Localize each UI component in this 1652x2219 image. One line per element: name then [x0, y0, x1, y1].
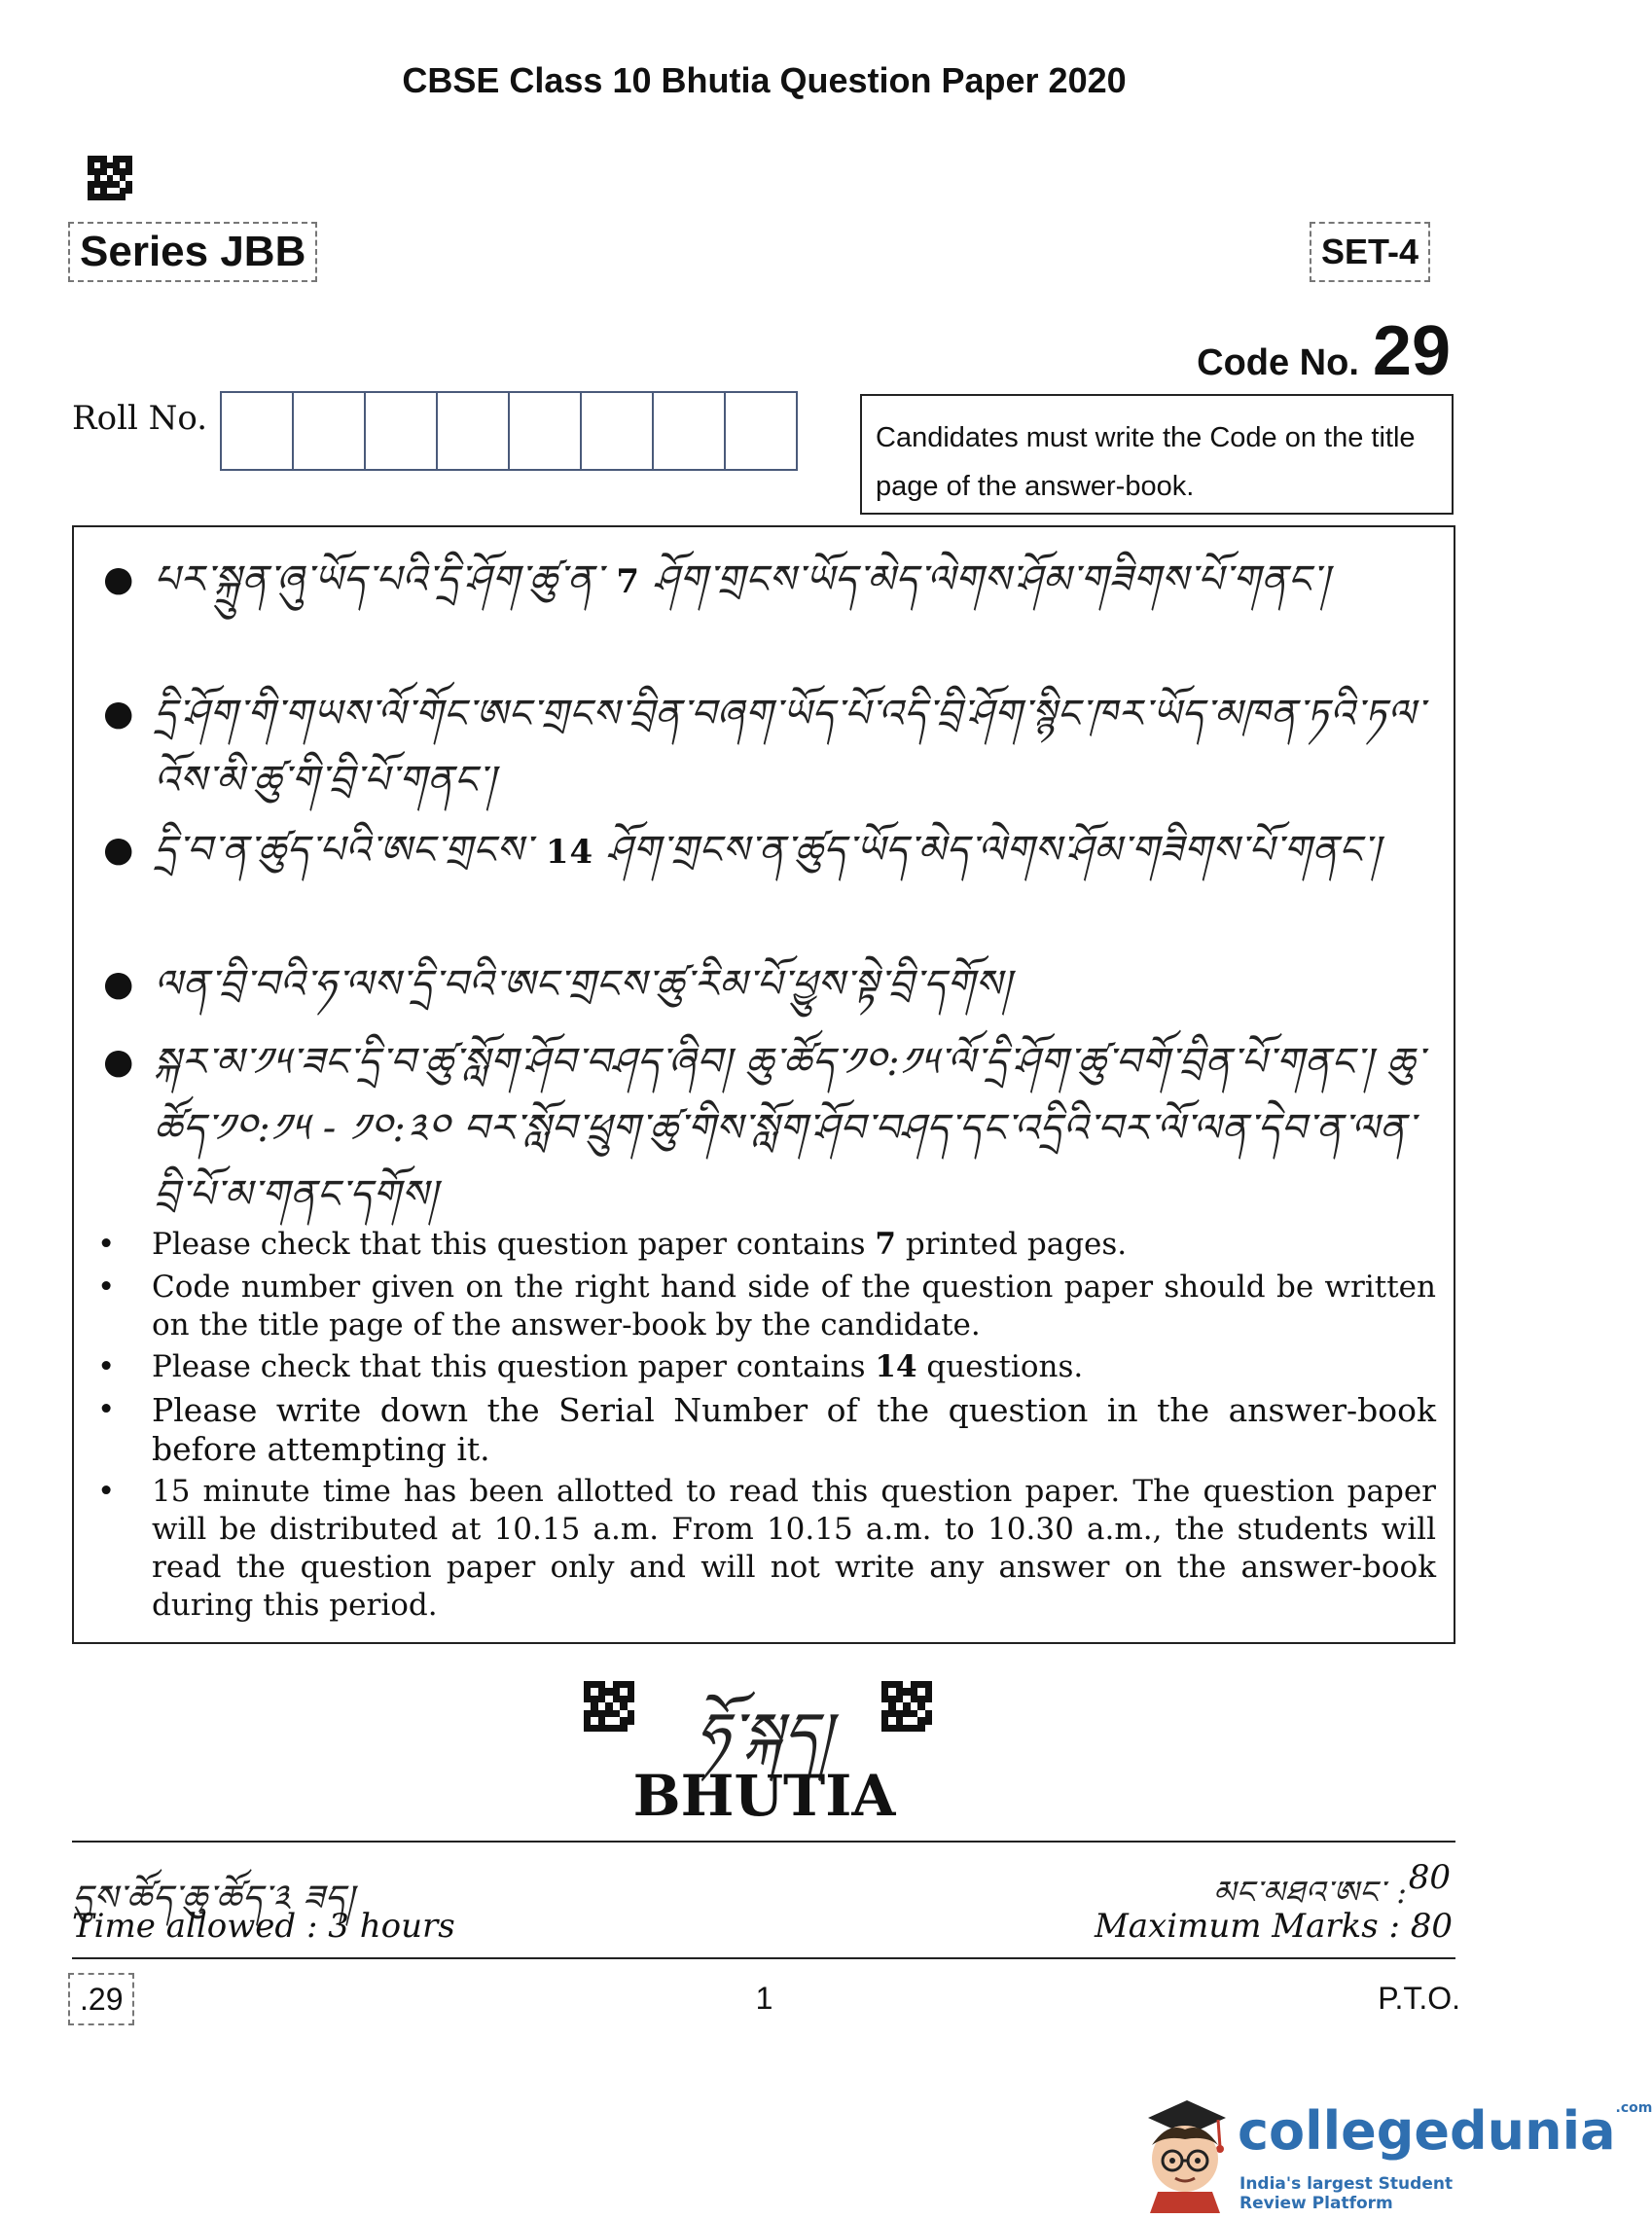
page-number: 1 [755, 1981, 773, 2016]
tibetan-instruction-item: ● སྐར་མ་༡༥་ཟང་དྲི་བ་ཚུ་སློག་ཤོབ་བཤད་ཞིབ། ཆུ་ཚོད་༡༠:༡༥་ལོ་དྲི་ཤོག་ཚུ་བགོ་བྲིན་པོ་གནང་། ཆུ་ཚོད་༡༠:༡༥ - ༡༠:༣༠ བར་སློབ་ཕྲུག་ཚུ་གིས་སློག་ཤོབ་བཤད་དང་འདྲིའི་བར་ལོ་ལན་དེབ་ན་ལན་བྲི་པོ་མ་གནང་དགོས། [103, 1040, 1424, 1217]
roll-digit-box[interactable] [654, 393, 726, 469]
max-marks-tibetan: མང་མཐའ་ཨང་ : [1212, 1874, 1408, 1911]
code-number [1197, 311, 1451, 391]
roll-digit-box[interactable] [366, 393, 438, 469]
tibetan-instruction-item: ● ལན་བྲི་བའི་ཧ་ལས་དྲི་བའི་ཨང་གྲངས་ཚུ་རིམ་པོ་ཕྱུས་སྟེ་བྲི་དགོས། [103, 962, 1012, 1007]
tibetan-instruction-item: ● པར་སྐྲུན་ཞུ་ཡོད་པའི་དྲི་ཤོག་ཚུ་ན་ 7 ཤོག་གྲངས་ཡོད་མེད་ལེགས་ཤོམ་གཟིགས་པོ་གནང་། [103, 557, 1330, 602]
divider [72, 1841, 1455, 1843]
series-label: Series JBB [68, 222, 317, 282]
time-allowed: Time allowed : 3 hours [72, 1907, 455, 1946]
divider [72, 1957, 1455, 1959]
footer-code: .29 [68, 1973, 134, 2025]
max-marks-tibetan-value: 80 [1408, 1858, 1451, 1897]
tibetan-instruction-item: ● དྲི་ཤོག་གི་གཡས་ལོ་གོང་ཨང་གྲངས་བྲིན་བཞག་ཡོད་པོ་འདི་བྲི་ཤོག་སྙིང་ཁར་ཡོད་མཁན་ཏའི་ཏལ་འོས་མི་ཚུ་གི་བྲི་པོ་གནང་། [103, 692, 1425, 803]
collegedunia-logo [1129, 2096, 1652, 2213]
code-instruction-box: Candidates must write the Code on the title page of the answer-book. [860, 394, 1454, 515]
roll-number-boxes[interactable] [220, 391, 798, 471]
roll-digit-box[interactable] [510, 393, 582, 469]
qr-code-icon [881, 1681, 932, 1732]
tibetan-instruction-item: ● དྲི་བ་ན་ཚུད་པའི་ཨང་གྲངས་ 14 ཤོག་གྲངས་ན་ཚུད་ཡོད་མེད་ལེགས་ཤོམ་གཟིགས་པོ་གནང་། [103, 828, 1382, 873]
instructions-box: ● པར་སྐྲུན་ཞུ་ཡོད་པའི་དྲི་ཤོག་ཚུ་ན་ 7 ཤོག་གྲངས་ཡོད་མེད་ལེགས་ཤོམ་གཟིགས་པོ་གནང་། ● དྲི་ཤོག་གི་གཡས་ལོ་གོང་ཨང་གྲངས་བྲིན་བཞག་ཡོད་པོ་འདི་བྲི་ཤོག་སྙིང་ཁར་ཡོད་མཁན་ཏའི་ཏལ་འོས་མི་ཚུ་གི་བྲི་པོ་གནང་། ● དྲི་བ་ན་ཚུད་པའི་ཨང་གྲངས་ 14 ཤོག་གྲངས་ན་ཚུད་ཡོད་མེད་ལེགས་ཤོམ་གཟིགས་པོ་གནང་། ● ལན་བྲི་བའི་ཧ་ལས་དྲི་བའི་ཨང་གྲངས་ཚུ་རིམ་པོ་ཕྱུས་སྟེ་བྲི་དགོས། ● སྐར་མ་༡༥་ཟང་དྲི་བ་ཚུ་སློག་ཤོབ་བཤད་ཞིབ། ཆུ་ཚོད་༡༠:༡༥་ལོ་དྲི་ཤོག་ཚུ་བགོ་བྲིན་པོ་གནང་། ཆུ་ཚོད་༡༠:༡༥ - ༡༠:༣༠ བར་སློབ་ཕྲུག་ཚུ་གིས་སློག་ཤོབ་བཤད་དང་འདྲིའི་བར་ལོ་ལན་དེབ་ན་ལན་བྲི་པོ་མ་གནང་དགོས། • Please check that this question paper contains 7 printed pages. • Code number given on the right hand side of the question paper should be written on the title page of the answer-book by the candidate. • Please check that this question paper contains 14 questions. • Please write down the Serial Number of the question in the answer-book before attempting it. • 15 minute time has been allotted to read this question paper. The question paper will be distributed at 10.15 a.m. From 10.15 a.m. to 10.30 a.m., the students will read the question paper only and will not write any answer on the answer-book during this period. [72, 525, 1455, 1644]
roll-digit-box[interactable] [438, 393, 510, 469]
logo-suffix: .com [1615, 2100, 1652, 2116]
max-marks: Maximum Marks : 80 [1094, 1907, 1453, 1946]
code-value: 29 [1372, 312, 1451, 390]
subject-title-tibetan: ཧོ་སྐད། [696, 1700, 833, 1769]
logo-wordmark: collegedunia [1238, 2100, 1616, 2162]
qr-code-icon [88, 156, 132, 200]
roll-digit-box[interactable] [582, 393, 654, 469]
logo-tagline: India's largest Student Review Platform [1239, 2174, 1454, 2213]
subject-title: BHUTIA [632, 1763, 896, 1829]
pto-label: P.T.O. [1378, 1981, 1460, 2016]
set-label: SET-4 [1310, 222, 1430, 282]
time-allowed-tibetan: དུས་ཚོད་ཆུ་ཚོད་༣ ཟད། [72, 1879, 355, 1918]
roll-digit-box[interactable] [726, 393, 796, 469]
roll-number-label: Roll No. [72, 399, 208, 438]
mascot-icon [1129, 2096, 1236, 2213]
roll-digit-box[interactable] [222, 393, 294, 469]
document-title: CBSE Class 10 Bhutia Question Paper 2020 [402, 60, 1127, 100]
roll-digit-box[interactable] [294, 393, 366, 469]
code-label: Code No. [1197, 342, 1359, 383]
